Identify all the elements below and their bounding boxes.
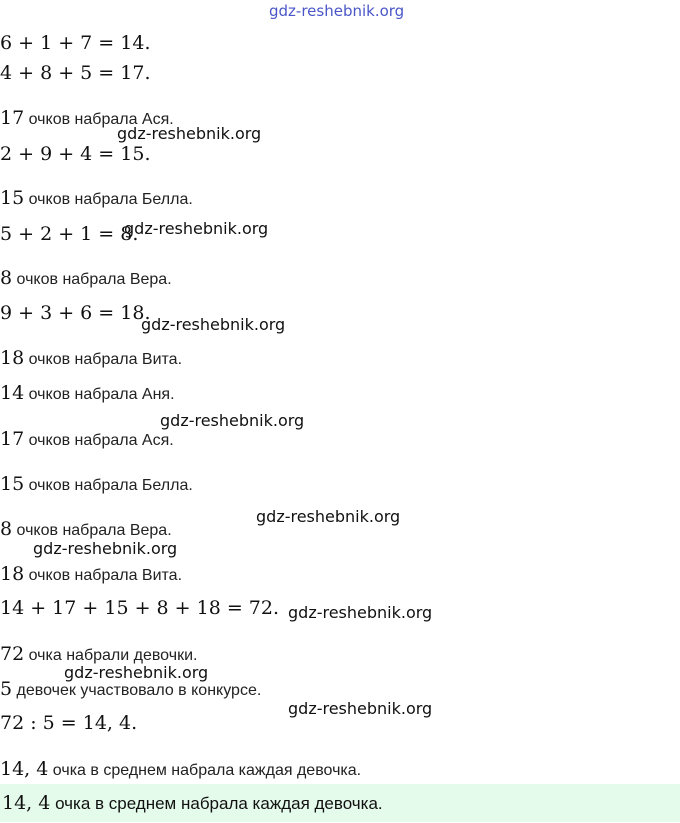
solution-line: 8 очков набрала Вера. [0,267,172,289]
solution-line: 6 + 1 + 7 = 14. [0,32,151,54]
solution-line: 18 очков набрала Вита. [0,563,183,585]
solution-line: 9 + 3 + 6 = 18. [0,302,151,324]
solution-line: 72 очка набрали девочки. [0,643,198,665]
solution-line: 17 очков набрала Ася. [0,428,174,450]
watermark: gdz-reshebnik.org [124,219,269,238]
watermark: gdz-reshebnik.org [117,124,262,143]
watermark: gdz-reshebnik.org [141,315,286,334]
solution-line: 5 девочек участвовало в конкурсе. [0,678,262,700]
answer-box [0,784,680,822]
solution-line: 15 очков набрала Белла. [0,473,193,495]
watermark: gdz-reshebnik.org [288,699,433,718]
solution-line: 18 очков набрала Вита. [0,347,183,369]
solution-line: 14 очков набрала Аня. [0,382,175,404]
watermark-top: gdz-reshebnik.org [269,2,405,20]
solution-line: 14, 4 очка в среднем набрала каждая девочка. [0,758,362,780]
solution-line: 15 очков набрала Белла. [0,187,193,209]
solution-line: 72 : 5 = 14, 4. [0,712,138,734]
watermark: gdz-reshebnik.org [160,411,305,430]
solution-line: 2 + 9 + 4 = 15. [0,143,151,165]
watermark: gdz-reshebnik.org [288,603,433,622]
solution-line: 14 + 17 + 15 + 8 + 18 = 72. [0,597,280,619]
solution-line: 4 + 8 + 5 = 17. [0,62,151,84]
solution-line: 8 очков набрала Вера. [0,518,172,540]
watermark: gdz-reshebnik.org [64,663,209,682]
solution-line: 5 + 2 + 1 = 8. [0,223,139,245]
watermark: gdz-reshebnik.org [33,539,178,558]
watermark: gdz-reshebnik.org [256,507,401,526]
solution-line: 17 очков набрала Ася. [0,107,174,129]
answer-line: 14, 4 очка в среднем набрала каждая девочка. [2,792,383,814]
